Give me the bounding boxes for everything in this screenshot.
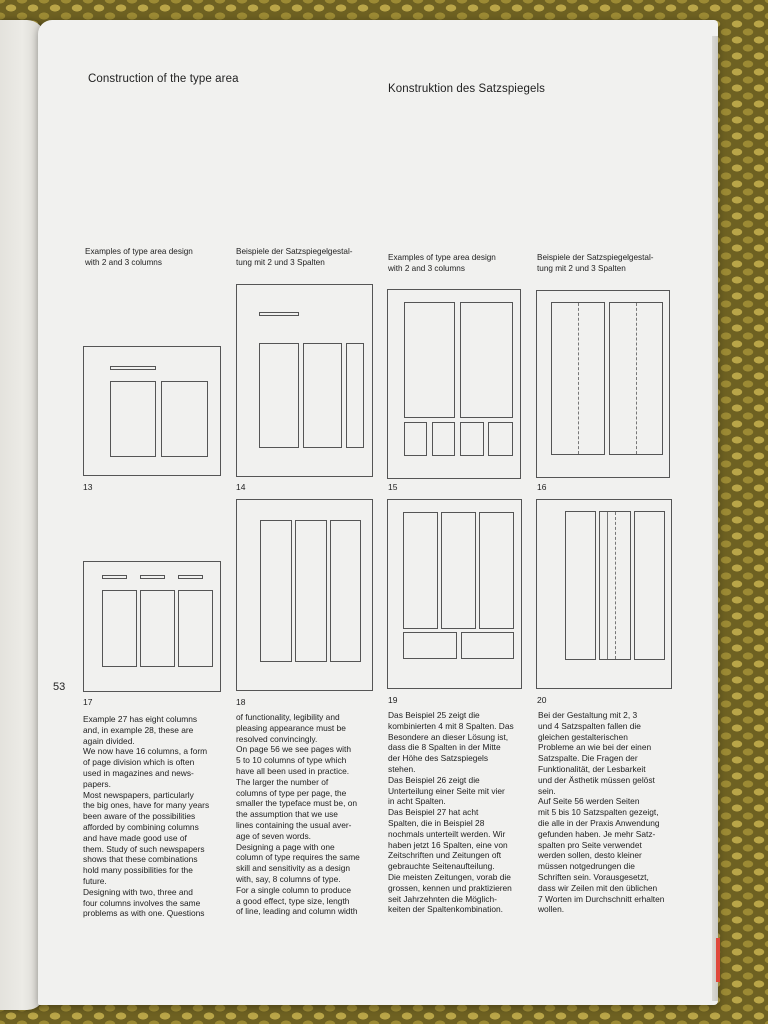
type-column (330, 520, 361, 662)
type-column (565, 511, 596, 660)
figure-number-19: 19 (388, 695, 398, 705)
body-text-col-3: Das Beispiel 25 zeigt die kombinierten 4 mit 8 Spalten. Das Besondere an dieser Lösung ist, dass die 8 Spalten in der Mitte der Höhe des Satzspiegels stehen. Das Beispiel 26 zeigt die Unterteilung einer Seite mit vier in acht Spalten. Das Beispiel 27 hat acht Spalten, die in Beispiel 28 nochmals unterteilt werden. Wir haben jetzt 16 Spalten, eine von Zeitschriften und Zeitungen oft gebrauchte Seitenaufteilung. Die meisten Zeitungen, vorab die grossen, kennen und praktizieren seit Jahrzehnten die Möglich- keiten der Spaltenkombination. (388, 710, 514, 915)
figure-number-13: 13 (83, 482, 93, 492)
type-block (488, 422, 513, 456)
page-number: 53 (53, 681, 66, 693)
figure-16-diagram (536, 290, 670, 478)
headline-bar (110, 366, 156, 370)
type-column (404, 302, 455, 418)
figure-number-16: 16 (537, 482, 547, 492)
type-column (178, 590, 213, 667)
figure-15-diagram (387, 289, 521, 479)
type-column (403, 512, 438, 629)
type-column (609, 302, 663, 455)
type-column (259, 343, 299, 448)
dash (615, 512, 616, 659)
figure-number-18: 18 (236, 697, 246, 707)
type-block (461, 632, 514, 659)
type-column (346, 343, 364, 448)
type-column (303, 343, 342, 448)
body-text-col-4: Bei der Gestaltung mit 2, 3 und 4 Satzspalten fallen die gleichen gestalterischen Probleme an wie bei der einen Satzspalte. Die Fragen der Funktionalität, der Lesbarkeit und der Ästhetik müssen gelöst sein. Auf Seite 56 werden Seiten mit 5 bis 10 Satzspalten gezeigt, die alle in der Praxis Anwendung gefunden haben. Je mehr Satz- spalten pro Seite verwendet werden sollen, desto kleiner müssen notgedrungen die Schriften sein. Vorausgesetzt, dass wir Zeilen mit den üblichen 7 Worten im Durchschnitt erhalten wollen. (538, 710, 665, 915)
heading-german: Konstruktion des Satzspiegels (388, 83, 545, 95)
type-column (110, 381, 156, 457)
type-column (441, 512, 476, 629)
figure-13-diagram (83, 346, 221, 476)
figure-number-15: 15 (388, 482, 398, 492)
headline-bar (140, 575, 165, 579)
caption-4: Beispiele der Satzspiegelgestal- tung mit 2 und 3 Spalten (537, 253, 654, 273)
type-column (140, 590, 175, 667)
headline-bar (102, 575, 127, 579)
type-column (551, 302, 605, 455)
bookmark-tab (716, 938, 720, 982)
dash (607, 512, 608, 659)
type-column (161, 381, 208, 457)
type-column (479, 512, 514, 629)
caption-1: Examples of type area design with 2 and 3 columns (85, 247, 193, 267)
figure-number-14: 14 (236, 482, 246, 492)
type-column (260, 520, 292, 662)
dash (578, 303, 579, 454)
headline-bar (178, 575, 203, 579)
body-text-col-2: of functionality, legibility and pleasing appearance must be resolved convincingly. On page 56 we see pages with 5 to 10 columns of type which have all been used in practice. The larger the number of columns of type per page, the smaller the typeface must be, on the assumption that we use lines containing the usual aver- age of seven words. Designing a page with one column of type requires the same skill and sensitivity as a design with, say, 8 columns of type. For a single column to produce a good effect, type size, length of line, leading and column width (236, 712, 360, 917)
figure-18-diagram (236, 499, 373, 691)
type-block (403, 632, 457, 659)
figure-19-diagram (387, 499, 522, 689)
caption-3: Examples of type area design with 2 and 3 columns (388, 253, 496, 273)
type-block (404, 422, 427, 456)
figure-number-20: 20 (537, 695, 547, 705)
heading-english: Construction of the type area (88, 73, 239, 85)
headline-bar (259, 312, 299, 316)
type-column (634, 511, 665, 660)
type-column (599, 511, 631, 660)
type-column (460, 302, 513, 418)
caption-2: Beispiele der Satzspiegelgestal- tung mit 2 und 3 Spalten (236, 247, 353, 267)
figure-14-diagram (236, 284, 373, 477)
type-block (432, 422, 455, 456)
type-column (295, 520, 327, 662)
body-text-col-1: Example 27 has eight columns and, in example 28, these are again divided. We now have 16 columns, a form of page division which is often used in magazines and news- papers. Most newspapers, particularly the big ones, have for many years been aware of the possibilities afforded by combining columns and have made good use of them. Study of such newspapers shows that these combinations hold many possibilities for the future. Designing with two, three and four columns involves the same problems as with one. Questions (83, 714, 210, 919)
type-column (102, 590, 137, 667)
figure-number-17: 17 (83, 697, 93, 707)
figure-17-diagram (83, 561, 221, 692)
type-block (460, 422, 484, 456)
dash (636, 303, 637, 454)
page-stack-edge (712, 36, 718, 1001)
figure-20-diagram (536, 499, 672, 689)
